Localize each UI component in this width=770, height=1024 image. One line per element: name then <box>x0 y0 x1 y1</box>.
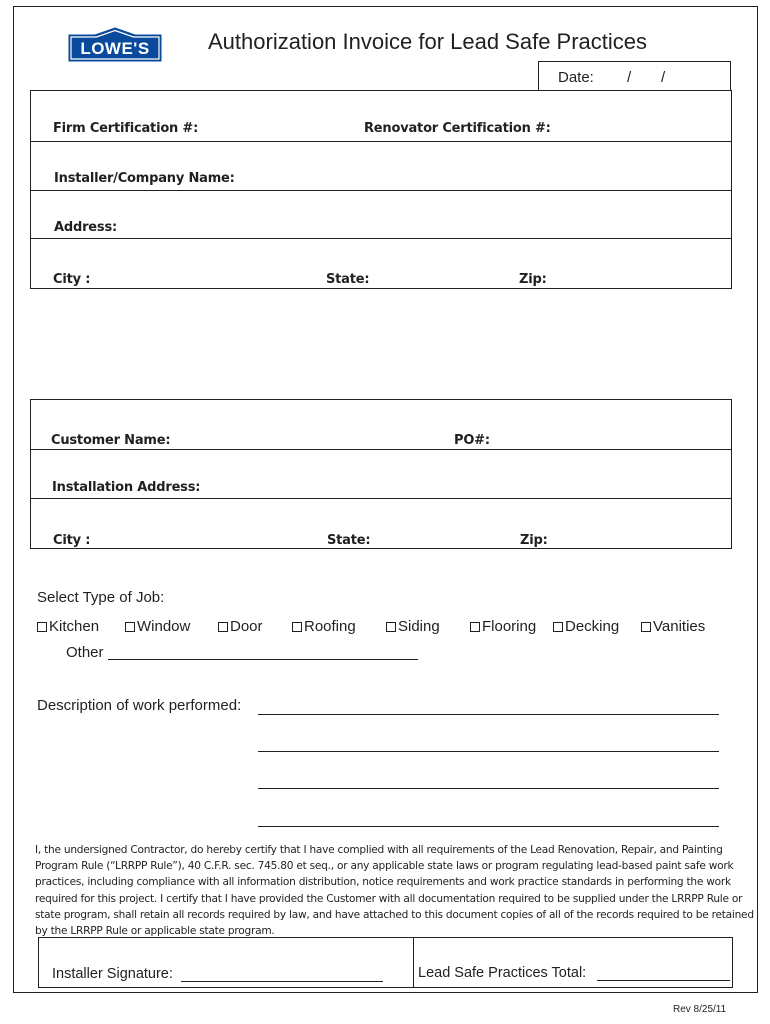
job-option-flooring[interactable]: Flooring <box>470 618 536 635</box>
divider <box>413 937 414 988</box>
description-line[interactable] <box>258 788 719 789</box>
divider <box>30 141 732 142</box>
certification-statement: I, the undersigned Contractor, do hereby certify that I have complied with all requirements of the Lead Renovation, Repair, and Painting Program Rule (“LRRPP Rule”), 40 C.F.R. sec. 745.80 et seq., or any applicable state laws or program regulating lead-based paint safe work practices, including compliance with all information distribution, notice requirements and work practice standards in performing the work required for this project. I certify that I have provided the Customer with all documentation required to be supplied under the LRRPP Rule or state program, shall retain all records required by law, and have attached to this document copies of all of the records required to be retained by the LRRPP Rule or applicable state program. <box>35 844 754 938</box>
customer-state-field[interactable]: State: <box>327 533 371 548</box>
signature-label: Installer Signature: <box>52 966 173 982</box>
city-field[interactable]: City : <box>53 272 91 287</box>
customer-zip-field[interactable]: Zip: <box>520 533 548 548</box>
description-line[interactable] <box>258 826 719 827</box>
total-label: Lead Safe Practices Total: <box>418 965 587 981</box>
renovator-certification-field[interactable]: Renovator Certification #: <box>364 121 551 136</box>
svg-text:LOWE'S: LOWE'S <box>80 39 150 58</box>
description-label: Description of work performed: <box>37 697 242 714</box>
description-line[interactable] <box>258 714 719 715</box>
job-option-roofing[interactable]: Roofing <box>292 618 356 635</box>
description-line[interactable] <box>258 751 719 752</box>
lowes-logo <box>67 27 163 63</box>
zip-field[interactable]: Zip: <box>519 272 547 287</box>
checkbox-icon[interactable] <box>641 622 651 632</box>
customer-name-field[interactable]: Customer Name: <box>51 433 171 448</box>
divider <box>30 238 732 239</box>
company-name-field[interactable]: Installer/Company Name: <box>54 171 235 186</box>
job-option-window[interactable]: Window <box>125 618 190 635</box>
divider <box>30 449 732 450</box>
total-input[interactable] <box>597 980 730 981</box>
job-type-heading: Select Type of Job: <box>37 589 165 606</box>
job-option-door[interactable]: Door <box>218 618 263 635</box>
firm-certification-field[interactable]: Firm Certification #: <box>53 121 199 136</box>
page-title: Authorization Invoice for Lead Safe Practices <box>208 29 648 54</box>
checkbox-icon[interactable] <box>386 622 396 632</box>
installation-address-field[interactable]: Installation Address: <box>52 480 201 495</box>
job-option-siding[interactable]: Siding <box>386 618 440 635</box>
checkbox-icon[interactable] <box>292 622 302 632</box>
customer-city-field[interactable]: City : <box>53 533 91 548</box>
checkbox-icon[interactable] <box>218 622 228 632</box>
po-number-field[interactable]: PO#: <box>454 433 490 448</box>
job-other-label: Other <box>66 644 104 661</box>
checkbox-icon[interactable] <box>470 622 480 632</box>
revision-label: Rev 8/25/11 <box>673 1004 727 1015</box>
job-option-decking[interactable]: Decking <box>553 618 619 635</box>
date-separator: / <box>627 69 632 86</box>
checkbox-icon[interactable] <box>553 622 563 632</box>
checkbox-icon[interactable] <box>37 622 47 632</box>
divider <box>30 190 732 191</box>
date-separator: / <box>661 69 666 86</box>
job-other-input[interactable] <box>108 659 418 660</box>
job-option-vanities[interactable]: Vanities <box>641 618 705 635</box>
address-field[interactable]: Address: <box>54 220 117 235</box>
date-label: Date: <box>558 69 594 86</box>
checkbox-icon[interactable] <box>125 622 135 632</box>
customer-info-box <box>30 399 732 549</box>
state-field[interactable]: State: <box>326 272 370 287</box>
signature-input[interactable] <box>181 981 383 982</box>
job-option-kitchen[interactable]: Kitchen <box>37 618 99 635</box>
divider <box>30 498 732 499</box>
